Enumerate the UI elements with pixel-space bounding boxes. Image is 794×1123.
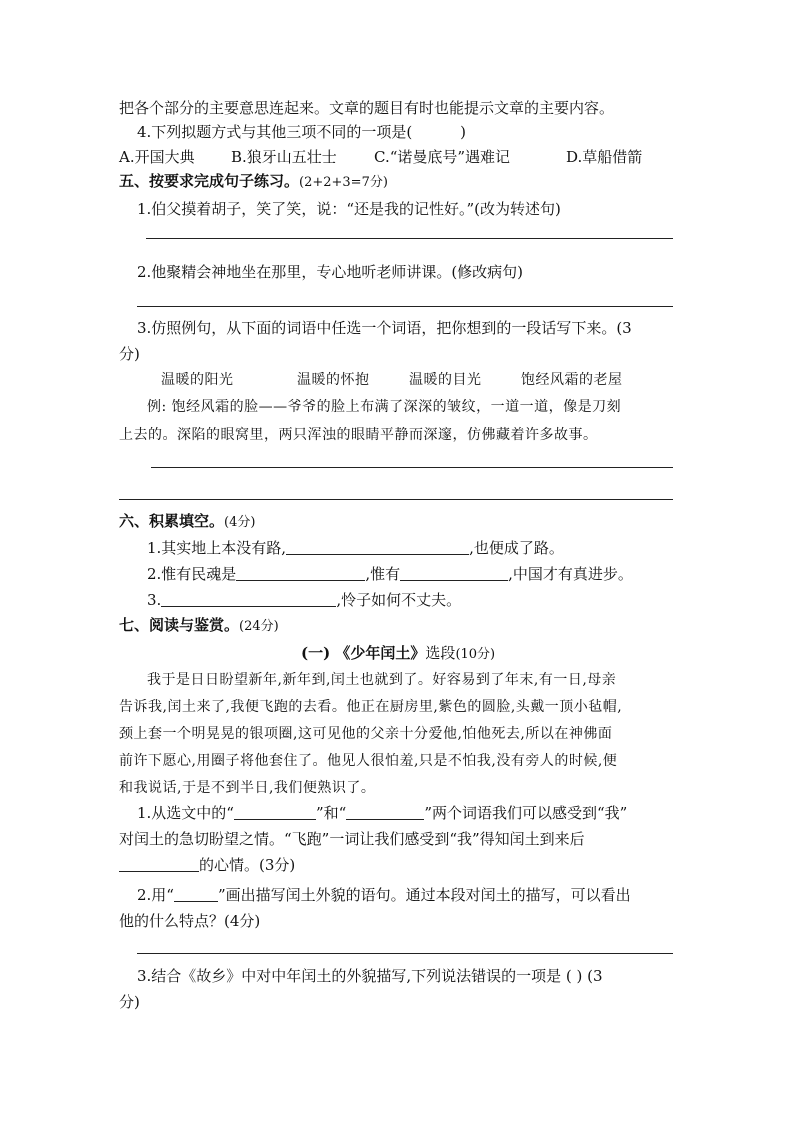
s7-q1-middle: ”和“ bbox=[315, 804, 347, 822]
s6-question-3 bbox=[147, 590, 461, 610]
s7-question-2-line-2: 他的什么特点？(4分) bbox=[119, 912, 261, 930]
fill-blank[interactable] bbox=[346, 803, 424, 820]
reading-subheading bbox=[301, 643, 495, 665]
s7-question-3-line-2: 分) bbox=[119, 993, 140, 1011]
word-choice-4: 饱经风霜的老屋 bbox=[521, 372, 623, 388]
s6-q3-prefix: 3. bbox=[147, 591, 162, 609]
fill-blank[interactable] bbox=[400, 564, 508, 581]
s7-q2-suffix: ”画出描写闰土外貌的语句。通过本段对闰土的描写，可以看出 bbox=[217, 886, 631, 904]
s6-question-2 bbox=[147, 564, 633, 584]
answer-line bbox=[119, 499, 673, 500]
fill-blank[interactable] bbox=[236, 564, 365, 581]
s6-q2-middle: ,惟有 bbox=[365, 565, 401, 583]
section-6-score: (4分) bbox=[224, 515, 256, 530]
s6-q2-prefix: 2.惟有民魂是 bbox=[147, 565, 237, 583]
reading-title: (一) 《少年闰土》 bbox=[301, 644, 426, 662]
answer-line bbox=[137, 306, 673, 307]
answer-line bbox=[146, 238, 673, 239]
fill-blank[interactable] bbox=[234, 803, 316, 820]
s5-question-2: 2.他聚精会神地坐在那里，专心地听老师讲课。(修改病句) bbox=[137, 263, 524, 281]
word-choice-3: 温暖的目光 bbox=[409, 372, 482, 388]
section-5-score: (2+2+3=7分) bbox=[299, 175, 388, 190]
passage-line-3: 颈上套一个明晃晃的银项圈,这可见他的父亲十分爱他,怕他死去,所以在神佛面 bbox=[119, 726, 613, 742]
section-6-title: 六、积累填空。 bbox=[119, 512, 225, 530]
word-choice-1: 温暖的阳光 bbox=[161, 372, 234, 388]
s5-question-3-line-1: 3.仿照例句，从下面的词语中任选一个词语，把你想到的一段话写下来。(3 bbox=[137, 319, 632, 337]
s5-question-3-line-2: 分) bbox=[119, 345, 140, 363]
passage-line-5: 和我说话,于是不到半日,我们便熟识了。 bbox=[119, 780, 376, 796]
example-line-2: 上去的。深陷的眼窝里，两只浑浊的眼睛平静而深邃，仿佛藏着许多故事。 bbox=[119, 427, 598, 443]
s7-q1-prefix: 1.从选文中的“ bbox=[137, 804, 234, 822]
option-d: D.草船借箭 bbox=[566, 148, 643, 166]
s6-q1-suffix: ,也便成了路。 bbox=[469, 539, 564, 557]
s7-question-2-line-1 bbox=[137, 885, 631, 905]
answer-line bbox=[151, 467, 673, 468]
s7-question-1-line-1 bbox=[137, 803, 627, 823]
fill-blank[interactable] bbox=[286, 538, 469, 555]
s7-q2-prefix: 2.用“ bbox=[137, 886, 174, 904]
section-6-heading bbox=[119, 511, 255, 533]
section-7-heading bbox=[119, 615, 279, 637]
s6-q2-suffix: ,中国才有真进步。 bbox=[508, 565, 633, 583]
section-5-heading bbox=[119, 171, 388, 193]
option-a: A.开国大典 bbox=[119, 148, 195, 166]
section-5-title: 五、按要求完成句子练习。 bbox=[119, 172, 300, 190]
question-4-close-paren: ) bbox=[460, 123, 467, 141]
fill-blank[interactable] bbox=[161, 590, 336, 607]
s5-question-1: 1.伯父摸着胡子，笑了笑，说：“还是我的记性好。”(改为转述句) bbox=[137, 200, 561, 218]
answer-line bbox=[137, 953, 673, 954]
word-choice-2: 温暖的怀抱 bbox=[297, 372, 370, 388]
passage-line-1: 我于是日日盼望新年,新年到,闰土也就到了。好容易到了年末,有一日,母亲 bbox=[147, 672, 617, 688]
option-c: C.“诺曼底号”遇难记 bbox=[374, 148, 511, 166]
section-7-title: 七、阅读与鉴赏。 bbox=[119, 616, 240, 634]
s6-q1-prefix: 1.其实地上本没有路, bbox=[147, 539, 287, 557]
section-7-score: (24分) bbox=[239, 619, 279, 634]
s6-q3-suffix: ,怜子如何不丈夫。 bbox=[336, 591, 462, 609]
option-b: B.狼牙山五壮士 bbox=[231, 148, 337, 166]
passage-line-2: 告诉我,闰土来了,我便飞跑的去看。他正在厨房里,紫色的圆脸,头戴一顶小毡帽, bbox=[119, 699, 623, 715]
reading-title-suffix: 选段 bbox=[425, 644, 456, 662]
s7-q1-suffix: ”两个词语我们可以感受到“我” bbox=[424, 804, 628, 822]
reading-score: (10分) bbox=[455, 647, 496, 662]
s7-question-3-line-1: 3.结合《故乡》中对中年闰土的外貌描写,下列说法错误的一项是 ( ) (3 bbox=[137, 967, 603, 985]
passage-line-4: 前许下愿心,用圈子将他套住了。他见人很怕羞,只是不怕我,没有旁人的时候,便 bbox=[119, 753, 618, 769]
underline-sample bbox=[174, 885, 218, 902]
question-4-stem bbox=[137, 122, 466, 142]
s7-q1-line-3-tail: 的心情。(3分) bbox=[199, 856, 296, 874]
fill-blank[interactable] bbox=[119, 855, 199, 872]
paragraph-continuation: 把各个部分的主要意思连起来。文章的题目有时也能提示文章的主要内容。 bbox=[119, 99, 615, 117]
example-line-1: 例: 饱经风霜的脸——爷爷的脸上布满了深深的皱纹，一道一道，像是刀刻 bbox=[147, 399, 622, 415]
s7-question-1-line-2: 对闰土的急切盼望之情。“飞跑”一词让我们感受到“我”得知闰土到来后 bbox=[119, 830, 585, 848]
s6-question-1 bbox=[147, 538, 564, 558]
s7-question-1-line-3 bbox=[119, 855, 295, 875]
question-4-stem-text: 4.下列拟题方式与其他三项不同的一项是( bbox=[137, 123, 413, 141]
